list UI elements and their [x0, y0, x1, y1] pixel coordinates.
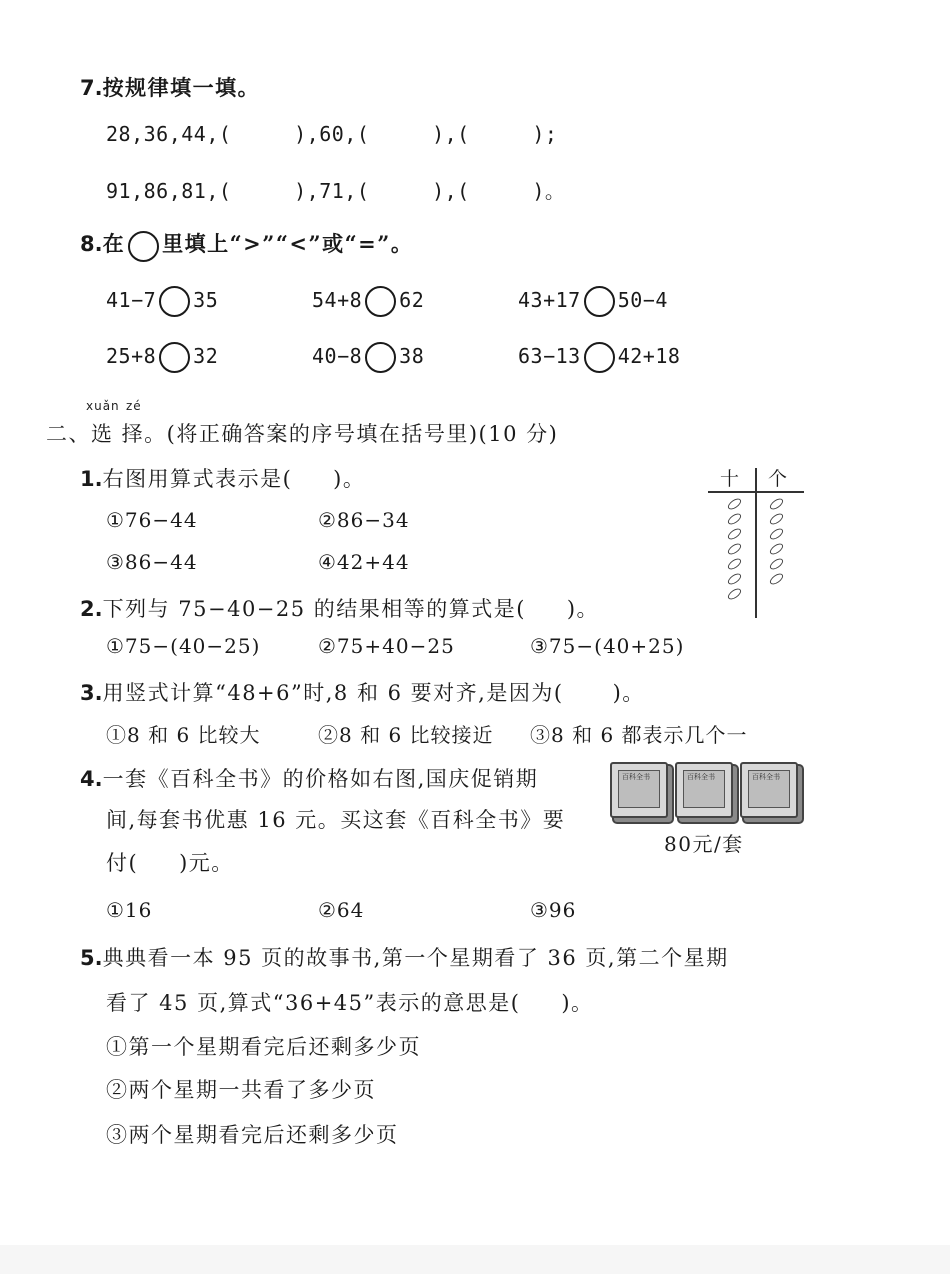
option-1[interactable]: ①8 和 6 比较大 — [106, 723, 261, 747]
abacus-bead — [726, 511, 743, 526]
compare-right: 38 — [399, 344, 425, 368]
question-number: 7. — [80, 76, 103, 100]
abacus-bead — [768, 496, 785, 511]
answer-circle[interactable] — [584, 286, 615, 317]
compare-right: 50−4 — [617, 288, 668, 312]
abacus-bead — [726, 496, 743, 511]
question-7 — [80, 72, 260, 102]
abacus-bead — [726, 586, 743, 601]
question-number: 2. — [80, 597, 103, 621]
abacus-bead — [768, 526, 785, 541]
question-title-pre: 在 — [102, 231, 126, 256]
option-2[interactable]: ②两个星期一共看了多少页 — [106, 1078, 376, 1102]
compare-right: 35 — [193, 288, 219, 312]
answer-circle[interactable] — [584, 342, 615, 373]
answer-circle[interactable] — [159, 286, 190, 317]
abacus-bead — [768, 571, 785, 586]
option-2[interactable]: ②75+40−25 — [318, 634, 455, 658]
question-line-1: 典典看一本 95 页的故事书,第一个星期看了 36 页,第二个星期 — [102, 946, 729, 970]
option-3[interactable]: ③86−44 — [106, 550, 198, 574]
question-title: 按规律填一填。 — [102, 75, 261, 100]
option-1[interactable]: ①75−(40−25) — [106, 634, 261, 658]
page-bottom-shade — [0, 1245, 950, 1274]
choice-question-2 — [80, 593, 599, 623]
option-1[interactable]: ①第一个星期看完后还剩多少页 — [106, 1035, 421, 1059]
answer-circle[interactable] — [159, 342, 190, 373]
question-text: 下列与 75−40−25 的结果相等的算式是( )。 — [102, 597, 600, 621]
section-heading: 二、选 择。(将正确答案的序号填在括号里)(10 分) — [46, 422, 559, 446]
question-line-2: 间,每套书优惠 16 元。买这套《百科全书》要 — [106, 808, 566, 832]
question-line-3: 付( )元。 — [106, 851, 234, 875]
option-3[interactable]: ③8 和 6 都表示几个一 — [530, 723, 748, 747]
abacus-bead — [768, 511, 785, 526]
compare-left: 41−7 — [106, 288, 157, 312]
question-line-1: 一套《百科全书》的价格如右图,国庆促销期 — [102, 767, 539, 791]
question-line-2: 看了 45 页,算式“36+45”表示的意思是( )。 — [106, 991, 594, 1015]
book-icon: 百科全书 — [675, 762, 733, 818]
compare-item — [312, 286, 424, 317]
compare-item — [106, 286, 218, 317]
question-number: 4. — [80, 767, 103, 791]
compare-right: 42+18 — [617, 344, 681, 368]
option-2[interactable]: ②64 — [318, 898, 365, 922]
choice-question-1 — [80, 463, 365, 493]
choice-question-4 — [80, 763, 538, 793]
option-2[interactable]: ②86−34 — [318, 508, 410, 532]
compare-item — [312, 342, 424, 373]
question-number: 3. — [80, 681, 103, 705]
answer-circle[interactable] — [365, 342, 396, 373]
question-number: 1. — [80, 467, 103, 491]
compare-right: 62 — [399, 288, 425, 312]
compare-item — [106, 342, 218, 373]
sequence-row-1: 28,36,44,( ),60,( ),( ); — [106, 122, 558, 146]
question-number: 8. — [80, 232, 103, 256]
question-number: 5. — [80, 946, 103, 970]
abacus-bead — [726, 526, 743, 541]
price-label: 80元/套 — [664, 832, 744, 856]
option-3[interactable]: ③75−(40+25) — [530, 634, 685, 658]
abacus-bead — [726, 556, 743, 571]
option-3[interactable]: ③两个星期看完后还剩多少页 — [106, 1123, 399, 1147]
answer-circle[interactable] — [365, 286, 396, 317]
abacus-bead — [768, 556, 785, 571]
book-icon: 百科全书 — [740, 762, 798, 818]
pinyin-xuan: xuǎn — [86, 399, 120, 413]
option-2[interactable]: ②8 和 6 比较接近 — [318, 723, 494, 747]
compare-left: 63−13 — [518, 344, 581, 368]
option-1[interactable]: ①76−44 — [106, 508, 198, 532]
book-icon: 百科全书 — [610, 762, 668, 818]
sequence-row-2: 91,86,81,( ),71,( ),( )。 — [106, 179, 566, 203]
option-3[interactable]: ③96 — [530, 898, 577, 922]
choice-question-5 — [80, 942, 729, 972]
compare-left: 40−8 — [312, 344, 363, 368]
choice-question-3 — [80, 677, 645, 707]
compare-left: 54+8 — [312, 288, 363, 312]
abacus-tens-label: 十 — [720, 468, 741, 490]
abacus-bead — [768, 541, 785, 556]
compare-circle-icon — [128, 231, 159, 262]
question-text: 右图用算式表示是( )。 — [102, 467, 366, 491]
compare-right: 32 — [193, 344, 219, 368]
compare-item — [518, 342, 680, 373]
pinyin-ze: zé — [126, 399, 142, 413]
question-8 — [80, 228, 413, 262]
abacus-ones-label: 个 — [768, 468, 789, 490]
compare-left: 43+17 — [518, 288, 581, 312]
question-text: 用竖式计算“48+6”时,8 和 6 要对齐,是因为( )。 — [102, 681, 645, 705]
option-1[interactable]: ①16 — [106, 898, 153, 922]
compare-left: 25+8 — [106, 344, 157, 368]
abacus-bead — [726, 541, 743, 556]
question-title-post: 里填上“>”“<”或“=”。 — [162, 231, 414, 256]
abacus-bead — [726, 571, 743, 586]
option-4[interactable]: ④42+44 — [318, 550, 410, 574]
compare-item — [518, 286, 668, 317]
abacus-rod-divider — [755, 468, 757, 618]
